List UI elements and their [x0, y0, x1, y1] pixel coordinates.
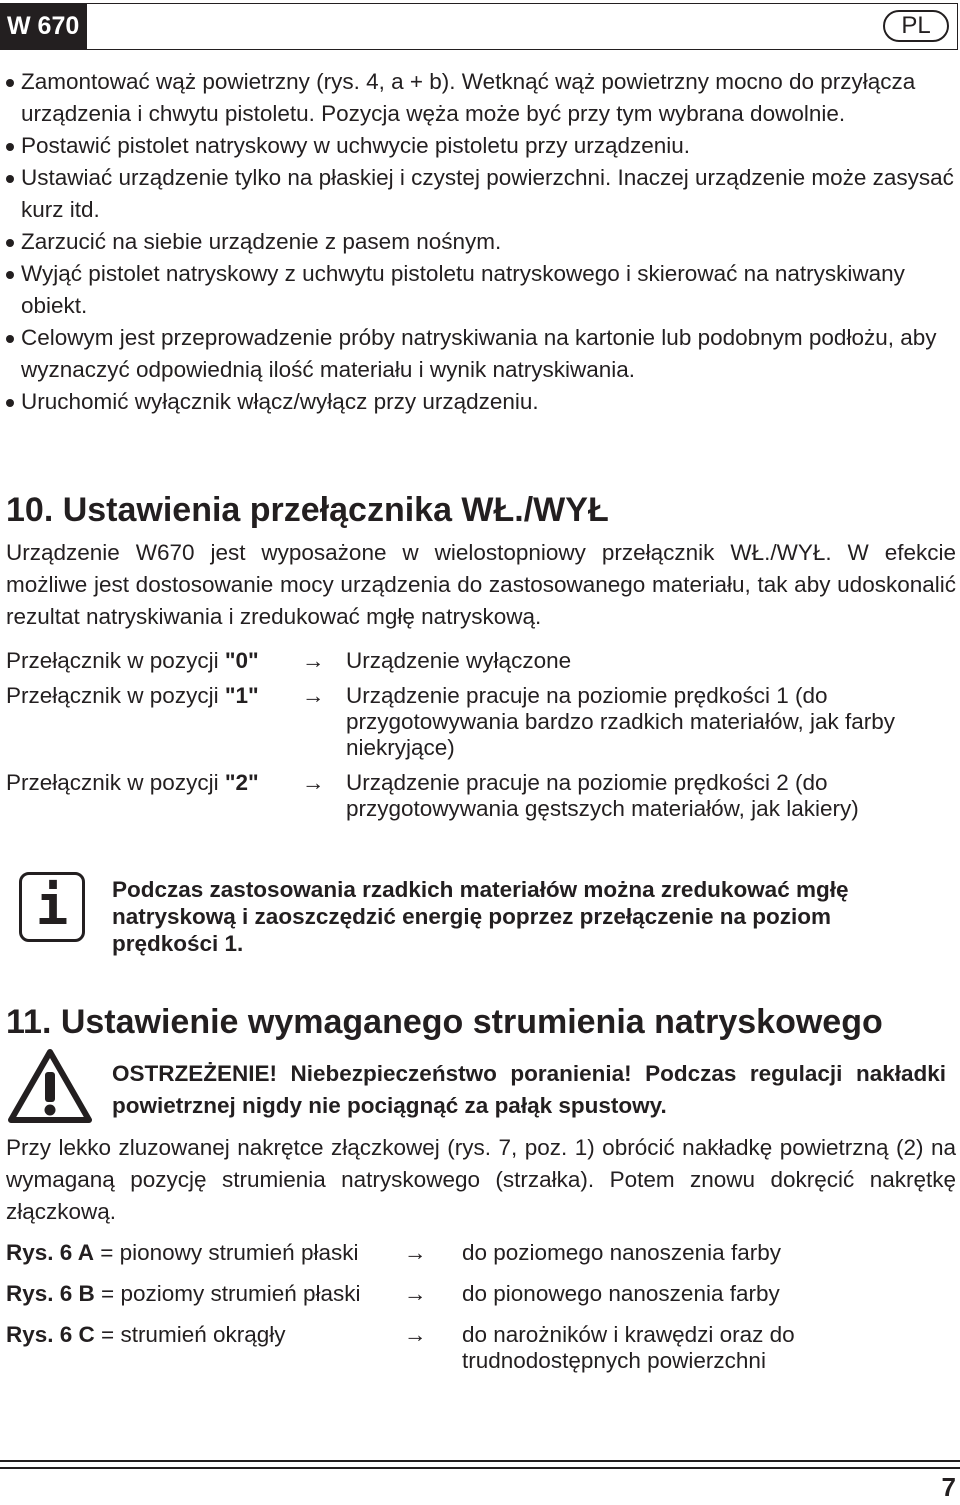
- spray-row: Rys. 6 B = poziomy strumień płaski → do pionowego nanoszenia farby: [6, 1281, 956, 1307]
- list-item: Celowym jest przeprowadzenie próby natryskiwania na kartonie lub podobnym podłożu, aby wyznaczyć odpowiednią ilość materiału i wynik natryskiwania.: [6, 322, 954, 386]
- bullet-icon: [6, 271, 14, 279]
- section-10-intro: Urządzenie W670 jest wyposażone w wielostopniowy przełącznik WŁ./WYŁ. W efekcie możliwe jest dostosowanie mocy urządzenia do zastosowanego materiału, tak aby udoskonalić rezultat natryskiwania i zredukować mgłę natryskową.: [6, 540, 956, 629]
- section-11-body: Przy lekko zluzowanej nakrętce złączkowej (rys. 7, poz. 1) obrócić nakładkę powietrzną (2) na wymaganą pozycję strumienia natryskowego (strzałka). Potem znowu dokręcić nakrętkę złączkową.: [6, 1135, 956, 1224]
- section-11-title: 11. Ustawienie wymaganego strumienia natryskowego: [6, 1003, 883, 1041]
- switch-result: Urządzenie pracuje na poziomie prędkości 1 (do przygotowywania bardzo rzadkich materiałów, jak farby niekryjące): [346, 683, 895, 760]
- list-item: Postawić pistolet natryskowy w uchwycie pistoletu przy urządzeniu.: [6, 130, 954, 162]
- bullet-icon: [6, 335, 14, 343]
- instruction-list: [6, 66, 954, 418]
- switch-row: Przełącznik w pozycji "0" → Urządzenie wyłączone: [6, 648, 956, 674]
- list-item: Ustawiać urządzenie tylko na płaskiej i czystej powierzchni. Inaczej urządzenie może zasysać kurz itd.: [6, 162, 954, 226]
- arrow-right-icon: →: [302, 683, 325, 708]
- list-item: Wyjąć pistolet natryskowy z uchwytu pistoletu natryskowego i skierować na natryskiwany obiekt.: [6, 258, 954, 322]
- spray-result: do poziomego nanoszenia farby: [462, 1240, 781, 1265]
- footer-divider: [0, 1460, 960, 1469]
- arrow-right-icon: →: [404, 1240, 427, 1265]
- bullet-icon: [6, 399, 14, 407]
- page-number: 7: [941, 1472, 956, 1502]
- spray-result: do pionowego nanoszenia farby: [462, 1281, 780, 1306]
- spray-pattern-table: [6, 1240, 956, 1374]
- list-item: Zarzucić na siebie urządzenie z pasem nośnym.: [6, 226, 954, 258]
- switch-result: Urządzenie pracuje na poziomie prędkości 2 (do przygotowywania gęstszych materiałów, jak lakiery): [346, 770, 859, 821]
- spray-row: Rys. 6 A = pionowy strumień płaski → do poziomego nanoszenia farby: [6, 1240, 956, 1266]
- arrow-right-icon: →: [404, 1281, 427, 1306]
- model-label: W 670: [1, 4, 87, 49]
- warning-triangle-icon: [8, 1048, 92, 1124]
- switch-result: Urządzenie wyłączone: [346, 648, 572, 673]
- warning-note: OSTRZEŻENIE! Niebezpieczeństwo poranienia! Podczas regulacji nakładki powietrznej nigdy nie pociągnąć za pałąk spustowy.: [112, 1061, 946, 1118]
- info-note: Podczas zastosowania rzadkich materiałów można zredukować mgłę natryskową i zaoszczędzić energię poprzez przełączenie na poziom prędkości 1.: [112, 877, 849, 956]
- list-item: Zamontować wąż powietrzny (rys. 4, a + b). Wetknąć wąż powietrzny mocno do przyłącza urządzenia i chwytu pistoletu. Pozycja węża może być przy tym wybrana dowolnie.: [6, 66, 954, 130]
- spray-result: do narożników i krawędzi oraz do trudnodostępnych powierzchni: [462, 1322, 795, 1373]
- switch-position-table: [6, 648, 956, 822]
- header-bar: [0, 3, 958, 50]
- switch-row: Przełącznik w pozycji "1" → Urządzenie pracuje na poziomie prędkości 1 (do przygotowywania bardzo rzadkich materiałów, jak farby niekryjące): [6, 683, 956, 761]
- list-item: Uruchomić wyłącznik włącz/wyłącz przy urządzeniu.: [6, 386, 954, 418]
- arrow-right-icon: →: [404, 1322, 427, 1347]
- section-10-title: 10. Ustawienia przełącznika WŁ./WYŁ: [6, 491, 609, 529]
- bullet-icon: [6, 79, 14, 87]
- info-icon: i: [19, 872, 85, 942]
- language-badge: PL: [883, 10, 949, 42]
- bullet-icon: [6, 143, 14, 151]
- arrow-right-icon: →: [302, 648, 325, 673]
- arrow-right-icon: →: [302, 770, 325, 795]
- switch-row: Przełącznik w pozycji "2" → Urządzenie pracuje na poziomie prędkości 2 (do przygotowywania gęstszych materiałów, jak lakiery): [6, 770, 956, 822]
- bullet-icon: [6, 239, 14, 247]
- spray-row: Rys. 6 C = strumień okrągły → do narożników i krawędzi oraz do trudnodostępnych powierzchni: [6, 1322, 956, 1374]
- bullet-icon: [6, 175, 14, 183]
